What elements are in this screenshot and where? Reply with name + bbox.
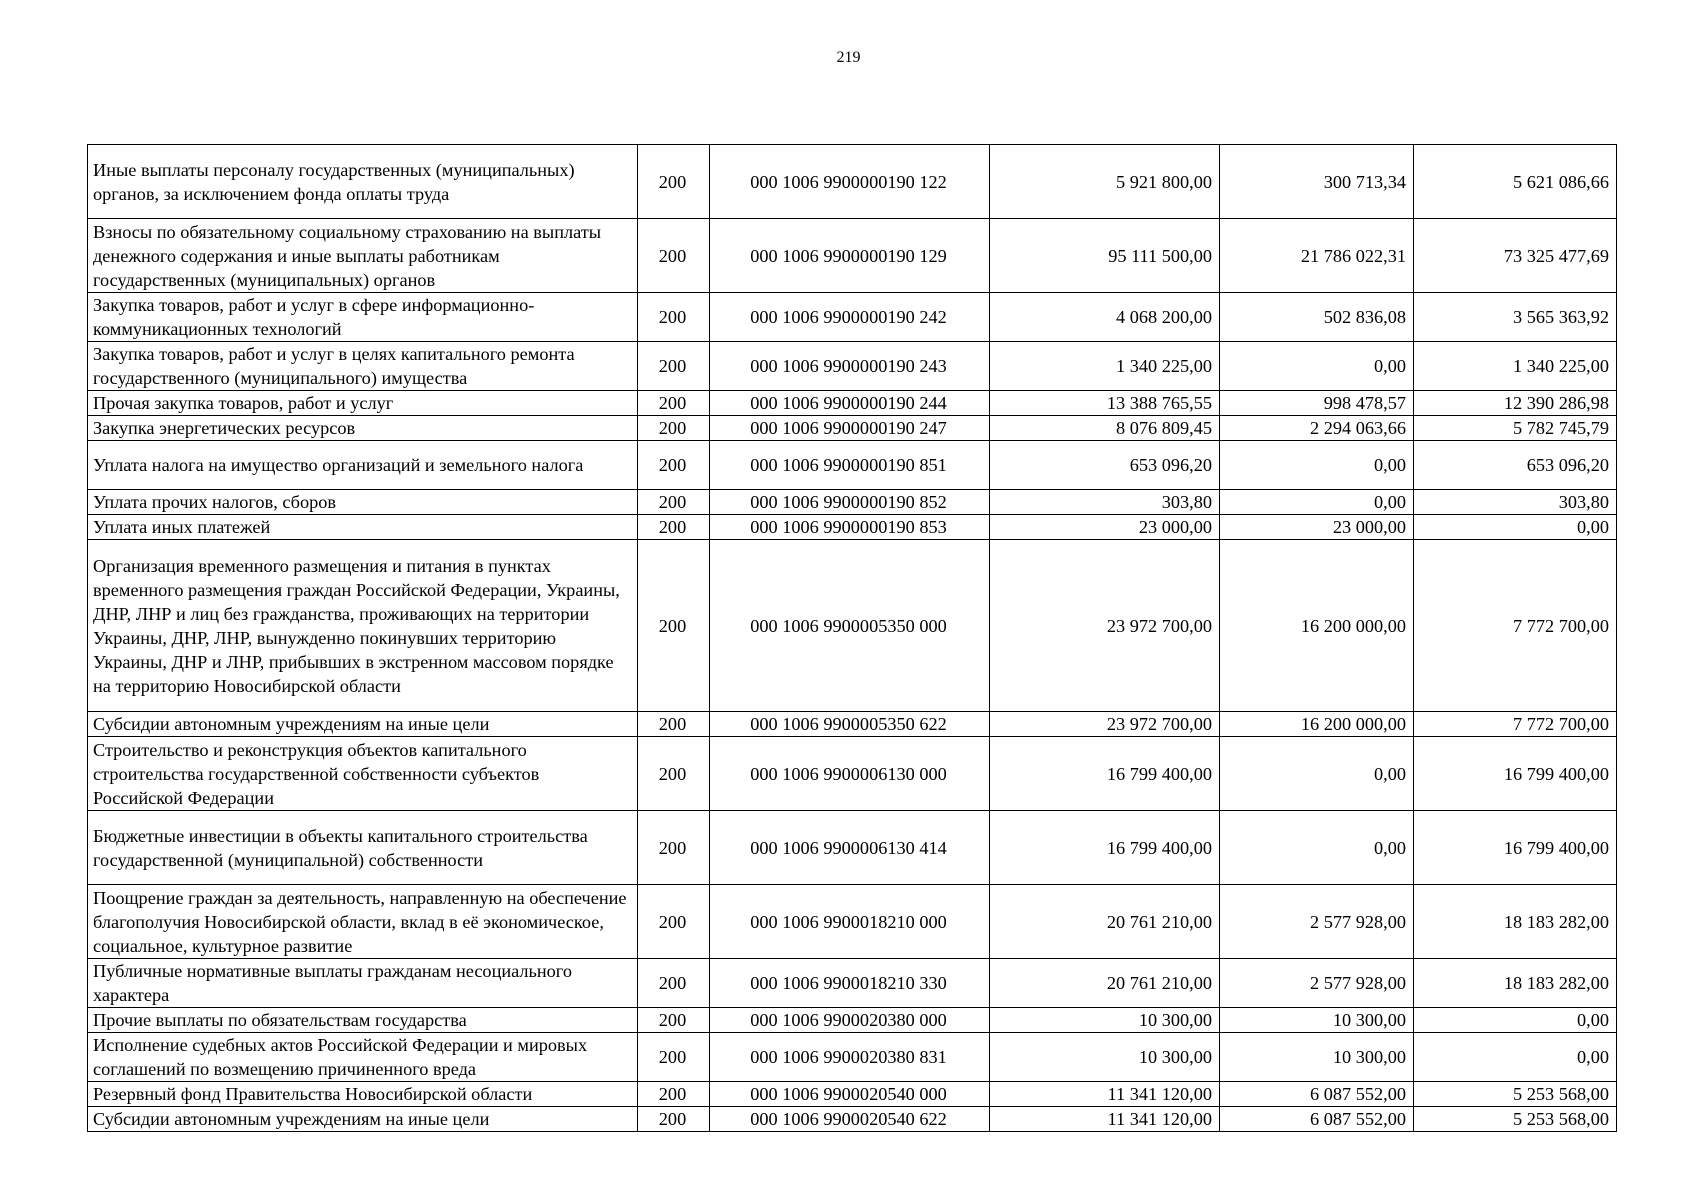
row-admin-code: 200	[638, 1082, 710, 1107]
row-executed-amount: 10 300,00	[1220, 1008, 1414, 1033]
row-unexecuted-amount: 18 183 282,00	[1414, 885, 1617, 959]
table-row	[88, 490, 1617, 515]
row-unexecuted-amount: 303,80	[1414, 490, 1617, 515]
row-name: Закупка энергетических ресурсов	[88, 416, 638, 441]
row-admin-code: 200	[638, 342, 710, 391]
row-classification-code: 000 1006 9900000190 242	[710, 293, 990, 342]
table-row	[88, 737, 1617, 811]
row-name: Уплата прочих налогов, сборов	[88, 490, 638, 515]
row-name: Закупка товаров, работ и услуг в целях капитального ремонта государственного (муниципального) имущества	[88, 342, 638, 391]
table-row	[88, 1082, 1617, 1107]
row-name: Прочая закупка товаров, работ и услуг	[88, 391, 638, 416]
row-classification-code: 000 1006 9900000190 853	[710, 515, 990, 540]
row-executed-amount: 2 577 928,00	[1220, 959, 1414, 1008]
row-name: Организация временного размещения и питания в пунктах временного размещения граждан Российской Федерации, Украины, ДНР, ЛНР и лиц без гражданства, проживающих на территории Украины, ДНР, ЛНР, вынужденно покинувших территорию Украины, ДНР и ЛНР, прибывших в экстренном массовом порядке на территорию Новосибирской области	[88, 540, 638, 712]
row-admin-code: 200	[638, 515, 710, 540]
row-executed-amount: 0,00	[1220, 441, 1414, 490]
row-unexecuted-amount: 653 096,20	[1414, 441, 1617, 490]
row-classification-code: 000 1006 9900020540 622	[710, 1107, 990, 1132]
row-name: Иные выплаты персоналу государственных (муниципальных) органов, за исключением фонда оплаты труда	[88, 145, 638, 219]
table-row	[88, 1107, 1617, 1132]
row-classification-code: 000 1006 9900000190 244	[710, 391, 990, 416]
row-unexecuted-amount: 7 772 700,00	[1414, 540, 1617, 712]
row-executed-amount: 0,00	[1220, 342, 1414, 391]
row-executed-amount: 0,00	[1220, 737, 1414, 811]
row-classification-code: 000 1006 9900000190 129	[710, 219, 990, 293]
row-admin-code: 200	[638, 811, 710, 885]
table-row	[88, 1033, 1617, 1082]
row-admin-code: 200	[638, 885, 710, 959]
row-unexecuted-amount: 0,00	[1414, 515, 1617, 540]
row-admin-code: 200	[638, 490, 710, 515]
table-row	[88, 293, 1617, 342]
row-approved-amount: 23 972 700,00	[990, 540, 1220, 712]
row-admin-code: 200	[638, 1008, 710, 1033]
row-approved-amount: 303,80	[990, 490, 1220, 515]
row-admin-code: 200	[638, 712, 710, 737]
row-name: Субсидии автономным учреждениям на иные цели	[88, 1107, 638, 1132]
row-approved-amount: 20 761 210,00	[990, 959, 1220, 1008]
row-approved-amount: 1 340 225,00	[990, 342, 1220, 391]
row-admin-code: 200	[638, 1033, 710, 1082]
row-approved-amount: 11 341 120,00	[990, 1107, 1220, 1132]
row-admin-code: 200	[638, 540, 710, 712]
table-row	[88, 515, 1617, 540]
table-row	[88, 712, 1617, 737]
budget-execution-table	[87, 144, 1617, 1132]
row-classification-code: 000 1006 9900020380 000	[710, 1008, 990, 1033]
table-row	[88, 219, 1617, 293]
row-executed-amount: 6 087 552,00	[1220, 1082, 1414, 1107]
row-unexecuted-amount: 1 340 225,00	[1414, 342, 1617, 391]
row-executed-amount: 10 300,00	[1220, 1033, 1414, 1082]
row-approved-amount: 653 096,20	[990, 441, 1220, 490]
row-classification-code: 000 1006 9900000190 852	[710, 490, 990, 515]
row-classification-code: 000 1006 9900006130 414	[710, 811, 990, 885]
row-approved-amount: 4 068 200,00	[990, 293, 1220, 342]
page-number: 219	[836, 49, 861, 66]
row-admin-code: 200	[638, 391, 710, 416]
table-row	[88, 441, 1617, 490]
row-approved-amount: 16 799 400,00	[990, 811, 1220, 885]
row-approved-amount: 10 300,00	[990, 1008, 1220, 1033]
row-name: Бюджетные инвестиции в объекты капитального строительства государственной (муниципальной) собственности	[88, 811, 638, 885]
row-approved-amount: 8 076 809,45	[990, 416, 1220, 441]
row-unexecuted-amount: 16 799 400,00	[1414, 737, 1617, 811]
row-admin-code: 200	[638, 441, 710, 490]
row-name: Прочие выплаты по обязательствам государства	[88, 1008, 638, 1033]
row-name: Уплата налога на имущество организаций и земельного налога	[88, 441, 638, 490]
row-name: Субсидии автономным учреждениям на иные цели	[88, 712, 638, 737]
row-name: Исполнение судебных актов Российской Федерации и мировых соглашений по возмещению причиненного вреда	[88, 1033, 638, 1082]
row-name: Закупка товаров, работ и услуг в сфере информационно-коммуникационных технологий	[88, 293, 638, 342]
row-approved-amount: 10 300,00	[990, 1033, 1220, 1082]
table-row	[88, 391, 1617, 416]
row-executed-amount: 23 000,00	[1220, 515, 1414, 540]
row-classification-code: 000 1006 9900018210 330	[710, 959, 990, 1008]
row-executed-amount: 502 836,08	[1220, 293, 1414, 342]
row-approved-amount: 16 799 400,00	[990, 737, 1220, 811]
row-approved-amount: 23 972 700,00	[990, 712, 1220, 737]
row-unexecuted-amount: 3 565 363,92	[1414, 293, 1617, 342]
row-unexecuted-amount: 16 799 400,00	[1414, 811, 1617, 885]
row-classification-code: 000 1006 9900000190 122	[710, 145, 990, 219]
row-executed-amount: 16 200 000,00	[1220, 540, 1414, 712]
row-executed-amount: 21 786 022,31	[1220, 219, 1414, 293]
row-admin-code: 200	[638, 293, 710, 342]
row-approved-amount: 20 761 210,00	[990, 885, 1220, 959]
row-admin-code: 200	[638, 145, 710, 219]
row-approved-amount: 13 388 765,55	[990, 391, 1220, 416]
row-approved-amount: 5 921 800,00	[990, 145, 1220, 219]
row-unexecuted-amount: 0,00	[1414, 1033, 1617, 1082]
row-classification-code: 000 1006 9900000190 243	[710, 342, 990, 391]
row-name: Взносы по обязательному социальному страхованию на выплаты денежного содержания и иные выплаты работникам государственных (муниципальных) органов	[88, 219, 638, 293]
row-unexecuted-amount: 18 183 282,00	[1414, 959, 1617, 1008]
row-unexecuted-amount: 12 390 286,98	[1414, 391, 1617, 416]
row-name: Поощрение граждан за деятельность, направленную на обеспечение благополучия Новосибирской области, вклад в её экономическое, социальное, культурное развитие	[88, 885, 638, 959]
row-classification-code: 000 1006 9900005350 000	[710, 540, 990, 712]
row-classification-code: 000 1006 9900020540 000	[710, 1082, 990, 1107]
row-name: Уплата иных платежей	[88, 515, 638, 540]
table-row	[88, 811, 1617, 885]
row-admin-code: 200	[638, 737, 710, 811]
table-row	[88, 959, 1617, 1008]
row-executed-amount: 2 294 063,66	[1220, 416, 1414, 441]
row-classification-code: 000 1006 9900018210 000	[710, 885, 990, 959]
row-executed-amount: 16 200 000,00	[1220, 712, 1414, 737]
row-name: Резервный фонд Правительства Новосибирской области	[88, 1082, 638, 1107]
row-executed-amount: 998 478,57	[1220, 391, 1414, 416]
row-classification-code: 000 1006 9900005350 622	[710, 712, 990, 737]
row-unexecuted-amount: 73 325 477,69	[1414, 219, 1617, 293]
row-unexecuted-amount: 7 772 700,00	[1414, 712, 1617, 737]
row-name: Публичные нормативные выплаты гражданам несоциального характера	[88, 959, 638, 1008]
row-approved-amount: 23 000,00	[990, 515, 1220, 540]
row-admin-code: 200	[638, 959, 710, 1008]
row-classification-code: 000 1006 9900000190 247	[710, 416, 990, 441]
table-row	[88, 342, 1617, 391]
table-row	[88, 1008, 1617, 1033]
table-row	[88, 540, 1617, 712]
row-classification-code: 000 1006 9900006130 000	[710, 737, 990, 811]
row-classification-code: 000 1006 9900020380 831	[710, 1033, 990, 1082]
row-unexecuted-amount: 5 782 745,79	[1414, 416, 1617, 441]
table-row	[88, 145, 1617, 219]
row-executed-amount: 0,00	[1220, 811, 1414, 885]
row-admin-code: 200	[638, 219, 710, 293]
table-row	[88, 416, 1617, 441]
row-admin-code: 200	[638, 1107, 710, 1132]
row-name: Строительство и реконструкция объектов капитального строительства государственной собственности субъектов Российской Федерации	[88, 737, 638, 811]
row-unexecuted-amount: 5 253 568,00	[1414, 1107, 1617, 1132]
row-classification-code: 000 1006 9900000190 851	[710, 441, 990, 490]
row-admin-code: 200	[638, 416, 710, 441]
row-approved-amount: 11 341 120,00	[990, 1082, 1220, 1107]
row-unexecuted-amount: 5 253 568,00	[1414, 1082, 1617, 1107]
table-row	[88, 885, 1617, 959]
row-executed-amount: 6 087 552,00	[1220, 1107, 1414, 1132]
row-executed-amount: 0,00	[1220, 490, 1414, 515]
row-executed-amount: 300 713,34	[1220, 145, 1414, 219]
row-unexecuted-amount: 5 621 086,66	[1414, 145, 1617, 219]
row-executed-amount: 2 577 928,00	[1220, 885, 1414, 959]
row-approved-amount: 95 111 500,00	[990, 219, 1220, 293]
row-unexecuted-amount: 0,00	[1414, 1008, 1617, 1033]
